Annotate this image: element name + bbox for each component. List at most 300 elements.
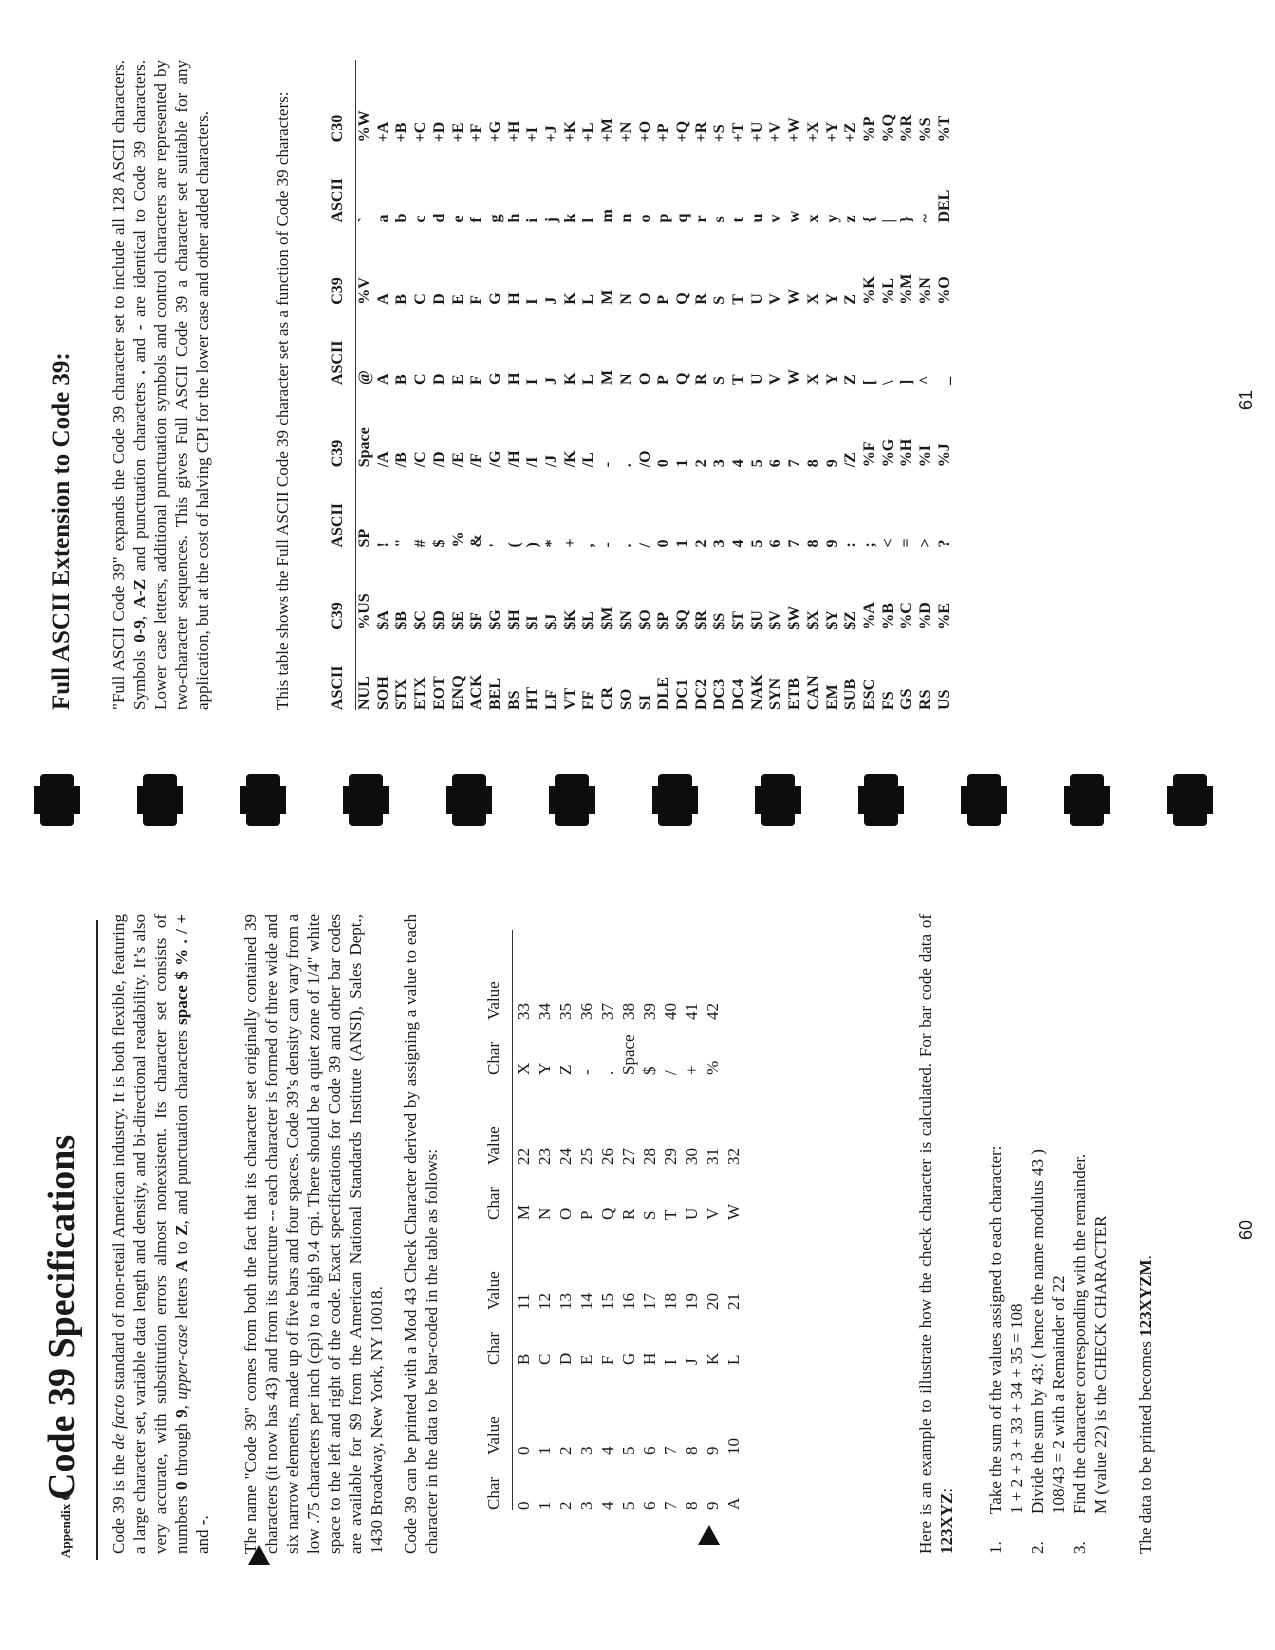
- step-text: Divide the sum by 43: ( hence the name modulus 43 ): [1028, 1149, 1047, 1514]
- table-cell: $H: [505, 609, 523, 630]
- table-cell: F: [468, 295, 486, 305]
- table-cell: @: [356, 370, 373, 386]
- table-cell: /F: [468, 453, 486, 468]
- table-cell: +V: [767, 121, 785, 143]
- table-cell: c: [412, 215, 430, 223]
- step-number: 1.: [986, 1541, 1005, 1554]
- table-row: [580, 60, 599, 710]
- table-cell: A: [724, 1497, 743, 1510]
- table-row: [674, 60, 693, 710]
- binder-ring: [40, 774, 74, 826]
- full-ascii-table: [325, 60, 955, 710]
- table-cell: DC1: [673, 678, 691, 710]
- table-cell: 5: [619, 1446, 638, 1455]
- table-cell: +K: [561, 120, 579, 143]
- table-cell: ,: [580, 543, 598, 548]
- table-cell: I: [524, 378, 542, 386]
- table-row: [767, 60, 786, 710]
- table-cell: u: [748, 213, 766, 223]
- table-cell: .: [598, 1070, 617, 1075]
- table-cell: K: [561, 372, 579, 386]
- table-cell: S: [711, 376, 729, 386]
- table-cell: 26: [598, 1148, 617, 1165]
- table-cell: %P: [860, 116, 878, 143]
- binder-ring: [452, 774, 486, 826]
- table-cell: /: [636, 543, 654, 548]
- binder-ring: [761, 774, 795, 826]
- table-cell: 4: [730, 539, 748, 548]
- mod43-paragraph: Code 39 can be printed with a Mod 43 Check Character derived by assigning a value to each character in the data to be bar-coded in the table as follows:: [401, 914, 441, 1554]
- table-cell: STX: [393, 678, 411, 710]
- margin-arrow-icon: [248, 1545, 270, 1565]
- table-cell: 9: [823, 539, 841, 548]
- table-cell: 35: [556, 1003, 575, 1020]
- table-cell: /C: [412, 451, 430, 468]
- page-60: [0, 830, 1275, 1650]
- table-cell: P: [577, 1210, 596, 1220]
- table-cell: RS: [917, 689, 935, 710]
- table-cell: $Z: [842, 611, 860, 630]
- table-row: [412, 60, 431, 710]
- table-cell: CAN: [804, 675, 822, 710]
- table-cell: p: [655, 213, 673, 223]
- table-cell: %: [449, 531, 467, 548]
- table-cell: $M: [599, 606, 617, 630]
- table-cell: 19: [682, 1293, 701, 1310]
- table-cell: I: [661, 1359, 680, 1365]
- table-row: [786, 60, 805, 710]
- table-cell: B: [514, 1353, 533, 1365]
- table-row: [562, 60, 581, 710]
- table-cell: 20: [703, 1293, 722, 1310]
- table-cell: 6: [640, 1446, 659, 1455]
- table-cell: 9: [703, 1446, 722, 1455]
- table-cell: 8: [682, 1501, 701, 1510]
- table-cell: 4: [730, 459, 748, 468]
- ascii-intro-paragraph: "Full ASCII Code 39" expands the Code 39 character set to include all 128 ASCII characters. Symbols 0-9, A-Z and punctuation characters . and - are identical to Code 39 characters. Lower case letters, additional punctuation symbols and control characters are represented by two-character sequences. This gives Full ASCII Code 39 a character set suitable for any application, but at the cost of halving CPI for the lower case and other added characters.: [109, 60, 212, 710]
- step-text: 108/43 = 2 with a Remainder of 22: [1049, 1275, 1068, 1514]
- table-row: [618, 930, 639, 1510]
- table-cell: +U: [748, 121, 766, 143]
- table-cell: /J: [543, 454, 561, 468]
- table-cell: _: [935, 377, 953, 386]
- table-cell: [: [860, 379, 878, 386]
- check-value-table: [480, 930, 744, 1510]
- table-cell: 24: [556, 1148, 575, 1165]
- table-cell: $E: [449, 611, 467, 630]
- table-cell: Z: [556, 1064, 575, 1075]
- step-number: 3.: [1070, 1541, 1089, 1554]
- table-cell: [723, 930, 744, 1020]
- table-row: [356, 60, 375, 710]
- table-cell: ": [393, 538, 411, 548]
- table-cell: \: [879, 380, 897, 386]
- table-cell: /: [661, 1070, 680, 1075]
- column-header: ASCII: [325, 305, 356, 385]
- table-cell: ^: [917, 375, 935, 386]
- table-cell: &: [468, 534, 486, 548]
- table-row: [513, 930, 535, 1510]
- table-cell: =: [898, 538, 916, 548]
- table-row: [898, 60, 917, 710]
- list-item: [1069, 894, 1111, 1554]
- table-cell: %K: [860, 276, 878, 305]
- table-row: [693, 60, 712, 710]
- column-header: Char: [480, 1165, 513, 1220]
- table-cell: SP: [356, 528, 373, 548]
- table-cell: %I: [917, 445, 935, 468]
- column-header: C39: [325, 548, 356, 630]
- table-cell: $J: [543, 613, 561, 630]
- table-header-row: [480, 930, 513, 1510]
- table-cell: C: [412, 373, 430, 386]
- table-cell: +S: [711, 124, 729, 143]
- table-row: [576, 930, 597, 1510]
- column-header: Char: [480, 1455, 513, 1510]
- ascii-table-intro: This table shows the Full ASCII Code 39 character set as a function of Code 39 characters:: [273, 91, 292, 710]
- table-cell: %US: [356, 593, 373, 630]
- table-cell: ETX: [412, 677, 430, 710]
- table-cell: 9: [823, 459, 841, 468]
- table-cell: v: [767, 214, 785, 223]
- table-cell: D: [556, 1352, 575, 1365]
- table-cell: $F: [468, 611, 486, 630]
- table-row: [805, 60, 824, 710]
- table-cell: a: [374, 214, 392, 223]
- binder-ring: [1070, 774, 1104, 826]
- table-cell: SUB: [842, 678, 860, 710]
- table-cell: 0: [655, 459, 673, 468]
- table-cell: 22: [514, 1148, 533, 1165]
- table-cell: +J: [543, 125, 561, 143]
- table-cell: %J: [935, 443, 953, 468]
- table-cell: V: [703, 1207, 722, 1220]
- table-cell: BS: [505, 690, 523, 710]
- table-cell: ~: [917, 214, 935, 223]
- table-cell: e: [449, 215, 467, 223]
- table-cell: SO: [617, 688, 635, 710]
- table-cell: .: [617, 463, 635, 468]
- table-cell: 25: [577, 1148, 596, 1165]
- table-cell: 9: [703, 1501, 722, 1510]
- table-cell: ACK: [468, 674, 486, 710]
- page-number-left: 60: [1236, 1219, 1256, 1240]
- step-text: Take the sum of the values assigned to each character:: [986, 1145, 1005, 1514]
- table-cell: 5: [619, 1501, 638, 1510]
- table-cell: o: [636, 214, 654, 223]
- table-cell: i: [524, 218, 542, 223]
- table-cell: SYN: [767, 677, 785, 710]
- table-cell: +: [682, 1065, 701, 1075]
- table-cell: $N: [617, 610, 635, 630]
- intro-paragraph: Code 39 is the de facto standard of non-retail American industry. It is both flexible, featuring a large character set, variable data length and density, and bi-directional readability. It’s also very accurate, with substitution errors almost nonexistent. Its character set consists of numbers 0 through 9, upper-case letters A to Z, and punctuation characters space $ % . / + and -.: [109, 914, 212, 1554]
- table-cell: 1: [673, 459, 691, 468]
- table-cell: DC3: [711, 678, 729, 710]
- table-cell: *: [543, 539, 561, 548]
- table-cell: $A: [374, 610, 392, 630]
- table-cell: +W: [786, 117, 804, 143]
- table-cell: (: [505, 542, 523, 548]
- table-cell: -: [577, 1069, 596, 1075]
- table-cell: U: [682, 1207, 701, 1220]
- table-cell: W: [786, 288, 804, 305]
- table-cell: y: [823, 214, 841, 223]
- table-cell: %N: [917, 277, 935, 305]
- table-cell: 29: [661, 1148, 680, 1165]
- table-cell: B: [393, 294, 411, 305]
- table-cell: %E: [935, 603, 953, 630]
- table-cell: 3: [711, 459, 729, 468]
- table-cell: %C: [898, 602, 916, 630]
- table-cell: R: [692, 373, 710, 386]
- table-cell: 7: [661, 1501, 680, 1510]
- table-cell: W: [724, 1203, 743, 1220]
- table-cell: x: [804, 214, 822, 223]
- table-cell: $O: [636, 609, 654, 630]
- table-cell: 42: [703, 1003, 722, 1020]
- table-cell: $X: [804, 610, 822, 630]
- table-cell: S: [711, 295, 729, 305]
- table-row: [639, 930, 660, 1510]
- table-cell: H: [505, 292, 523, 305]
- table-cell: M: [514, 1204, 533, 1220]
- appendix-label: Appendix C: [58, 1491, 73, 1558]
- table-cell: G: [619, 1352, 638, 1365]
- table-cell: h: [505, 213, 523, 223]
- table-cell: LF: [543, 689, 561, 710]
- table-cell: 2: [556, 1446, 575, 1455]
- table-cell: P: [655, 375, 673, 386]
- table-cell: +F: [468, 123, 486, 143]
- table-cell: .: [617, 543, 635, 548]
- calculation-steps: [985, 894, 1111, 1554]
- table-cell: ENQ: [449, 675, 467, 710]
- table-cell: /E: [449, 452, 467, 468]
- step-text: Find the character corresponding with the remainder.: [1070, 1153, 1089, 1514]
- table-cell: %Q: [879, 113, 897, 143]
- table-cell: }: [898, 216, 916, 223]
- table-cell: N: [617, 293, 635, 305]
- table-cell: %: [703, 1060, 722, 1075]
- table-cell: 30: [682, 1148, 701, 1165]
- table-row: [487, 60, 506, 710]
- table-cell: ': [486, 543, 504, 548]
- table-cell: 2: [556, 1501, 575, 1510]
- table-cell: +Y: [823, 121, 841, 143]
- table-cell: V: [767, 373, 785, 386]
- table-cell: Space: [356, 427, 373, 468]
- table-cell: N: [617, 373, 635, 386]
- table-cell: $: [430, 539, 448, 548]
- table-cell: !: [374, 542, 392, 548]
- table-cell: E: [577, 1354, 596, 1365]
- table-cell: 41: [682, 1003, 701, 1020]
- table-row: [861, 60, 880, 710]
- table-cell: EM: [823, 684, 841, 710]
- table-cell: 40: [661, 1003, 680, 1020]
- table-cell: P: [655, 295, 673, 305]
- table-cell: f: [468, 217, 486, 223]
- table-cell: $R: [692, 610, 710, 630]
- table-cell: 6: [767, 459, 785, 468]
- table-cell: /H: [505, 450, 523, 468]
- table-cell: +X: [804, 121, 822, 143]
- table-cell: FS: [879, 691, 897, 710]
- table-cell: G: [486, 372, 504, 386]
- table-cell: w: [786, 210, 804, 223]
- table-cell: X: [514, 1062, 533, 1075]
- table-cell: K: [561, 292, 579, 305]
- column-header: C39: [325, 223, 356, 305]
- column-header: C30: [325, 60, 356, 142]
- table-cell: $G: [486, 609, 504, 630]
- table-row: [702, 930, 723, 1510]
- table-cell: $W: [786, 605, 804, 630]
- table-cell: K: [703, 1352, 722, 1365]
- table-cell: 12: [535, 1293, 554, 1310]
- column-header: Value: [480, 1365, 513, 1455]
- table-row: [917, 60, 936, 710]
- table-cell: W: [786, 369, 804, 386]
- table-row: [824, 60, 843, 710]
- table-cell: 7: [786, 539, 804, 548]
- table-cell: %H: [898, 438, 916, 468]
- table-row: [749, 60, 768, 710]
- table-cell: /D: [430, 451, 448, 468]
- table-cell: 1: [673, 539, 691, 548]
- table-row: [506, 60, 525, 710]
- table-cell: %L: [879, 278, 897, 305]
- binder-ring: [1173, 774, 1207, 826]
- table-cell: 1: [535, 1446, 554, 1455]
- table-cell: 10: [724, 1438, 743, 1455]
- table-cell: $C: [412, 610, 430, 630]
- table-cell: 4: [598, 1501, 617, 1510]
- table-cell: -: [599, 461, 617, 468]
- table-cell: t: [730, 217, 748, 223]
- table-cell: U: [748, 293, 766, 305]
- table-cell: Q: [673, 292, 691, 305]
- table-cell: ESC: [860, 678, 878, 710]
- table-cell: 16: [619, 1293, 638, 1310]
- table-cell: EOT: [430, 676, 448, 710]
- result-paragraph: The data to be printed becomes 123XYZM.: [1136, 1255, 1155, 1554]
- table-cell: -: [599, 542, 617, 548]
- table-cell: 5: [748, 459, 766, 468]
- table-cell: SOH: [374, 676, 392, 710]
- table-cell: L: [580, 374, 598, 386]
- table-cell: DC4: [730, 678, 748, 710]
- table-cell: A: [374, 373, 392, 386]
- table-cell: +C: [412, 121, 430, 143]
- table-cell: +I: [524, 126, 542, 143]
- table-cell: r: [692, 215, 710, 223]
- table-cell: 7: [661, 1446, 680, 1455]
- table-cell: <: [879, 538, 897, 548]
- table-cell: 21: [724, 1293, 743, 1310]
- column-header: Value: [480, 930, 513, 1020]
- table-cell: $K: [561, 609, 579, 630]
- table-cell: E: [449, 294, 467, 305]
- table-row: [524, 60, 543, 710]
- step-number: 2.: [1028, 1541, 1047, 1554]
- table-cell: /A: [374, 451, 392, 468]
- binder-ring: [349, 774, 383, 826]
- table-row: [730, 60, 749, 710]
- table-cell: %F: [860, 441, 878, 468]
- table-cell: C: [412, 293, 430, 305]
- table-cell: +M: [599, 118, 617, 143]
- table-cell: DLE: [655, 677, 673, 710]
- table-cell: 31: [703, 1148, 722, 1165]
- table-cell: %D: [917, 602, 935, 630]
- table-cell: I: [524, 298, 542, 305]
- list-item: [985, 894, 1027, 1554]
- table-row: [450, 60, 469, 710]
- table-cell: >: [917, 538, 935, 548]
- table-cell: 15: [598, 1293, 617, 1310]
- table-cell: ?: [935, 539, 953, 548]
- table-cell: J: [543, 296, 561, 305]
- table-cell: H: [505, 372, 523, 386]
- table-cell: O: [636, 292, 654, 305]
- table-cell: T: [661, 1209, 680, 1220]
- table-cell: Space: [619, 1034, 638, 1075]
- table-cell: Y: [823, 293, 841, 305]
- table-cell: /Z: [842, 452, 860, 468]
- table-cell: 6: [640, 1501, 659, 1510]
- table-cell: ): [524, 542, 542, 548]
- table-cell: Y: [823, 373, 841, 386]
- table-cell: +B: [393, 122, 411, 143]
- table-cell: L: [580, 294, 598, 305]
- table-cell: 4: [598, 1446, 617, 1455]
- table-cell: +L: [580, 122, 598, 143]
- column-header: Char: [480, 1310, 513, 1365]
- margin-arrow-icon: [698, 1525, 720, 1545]
- table-cell: $D: [430, 610, 448, 630]
- table-cell: +O: [636, 120, 654, 143]
- table-row: [543, 60, 562, 710]
- table-cell: 33: [514, 1003, 533, 1020]
- table-cell: X: [804, 373, 822, 386]
- table-cell: b: [393, 213, 411, 223]
- table-cell: D: [430, 373, 448, 386]
- table-cell: GS: [898, 688, 916, 710]
- column-header: ASCII: [325, 142, 356, 222]
- page-title: Code 39 Specifications: [41, 1134, 83, 1500]
- page-61: [0, 0, 1275, 770]
- table-cell: +G: [486, 120, 504, 143]
- table-cell: +: [561, 538, 579, 548]
- table-cell: Q: [673, 372, 691, 386]
- table-cell: +H: [505, 120, 523, 143]
- table-cell: C: [535, 1353, 554, 1365]
- table-cell: +N: [617, 121, 635, 143]
- table-row: [655, 60, 674, 710]
- table-cell: 34: [535, 1003, 554, 1020]
- table-cell: Z: [842, 374, 860, 386]
- table-cell: NUL: [356, 676, 373, 710]
- table-cell: HT: [524, 686, 542, 710]
- table-cell: US: [935, 689, 953, 710]
- table-cell: /L: [580, 452, 598, 468]
- table-cell: R: [619, 1208, 638, 1220]
- table-cell: G: [486, 292, 504, 305]
- table-cell: #: [412, 539, 430, 548]
- table-cell: 5: [748, 539, 766, 548]
- table-cell: E: [449, 374, 467, 386]
